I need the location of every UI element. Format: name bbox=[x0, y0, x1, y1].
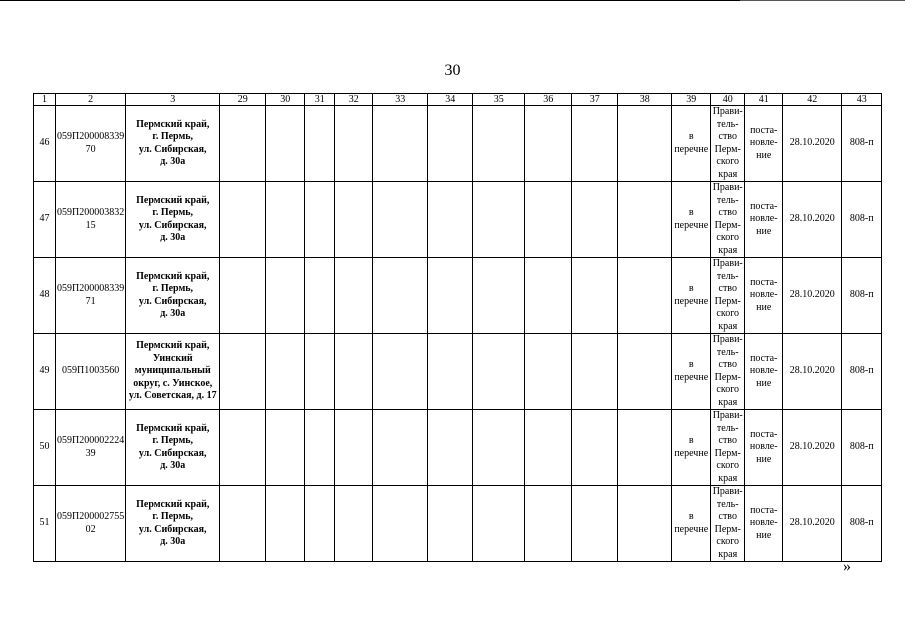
empty-cell bbox=[428, 486, 473, 562]
address-cell: Пермский край, г. Пермь, ул. Сибирская, д. 30а bbox=[126, 106, 220, 182]
document-type-cell: поста- новле- ние bbox=[745, 486, 783, 562]
document-date-cell: 28.10.2020 bbox=[783, 106, 842, 182]
document-type-cell: поста- новле- ние bbox=[745, 106, 783, 182]
empty-cell bbox=[428, 334, 473, 410]
document-date-cell: 28.10.2020 bbox=[783, 334, 842, 410]
column-header: 41 bbox=[745, 94, 783, 106]
empty-cell bbox=[220, 486, 266, 562]
column-header: 36 bbox=[525, 94, 572, 106]
column-header: 32 bbox=[335, 94, 373, 106]
empty-cell bbox=[305, 486, 335, 562]
column-header: 2 bbox=[56, 94, 126, 106]
empty-cell bbox=[473, 334, 525, 410]
inclusion-status-cell: в перечне bbox=[672, 486, 711, 562]
object-code-cell: 059П200008339 70 bbox=[56, 106, 126, 182]
empty-cell bbox=[220, 106, 266, 182]
document-type-cell: поста- новле- ние bbox=[745, 258, 783, 334]
issuing-authority-cell: Прави- тель- ство Перм- ского края bbox=[712, 182, 743, 256]
empty-cell bbox=[305, 334, 335, 410]
row-number-cell: 46 bbox=[34, 106, 56, 182]
closing-quote: » bbox=[843, 558, 851, 575]
empty-cell bbox=[525, 182, 572, 258]
top-rule-faint bbox=[740, 0, 905, 1]
empty-cell bbox=[266, 410, 305, 486]
empty-cell bbox=[473, 182, 525, 258]
empty-cell bbox=[305, 410, 335, 486]
empty-cell bbox=[428, 106, 473, 182]
column-header: 38 bbox=[618, 94, 672, 106]
column-header: 33 bbox=[373, 94, 428, 106]
row-number-cell: 48 bbox=[34, 258, 56, 334]
empty-cell bbox=[335, 334, 373, 410]
empty-cell bbox=[572, 106, 618, 182]
column-header: 40 bbox=[711, 94, 745, 106]
document-number-cell: 808-п bbox=[842, 106, 882, 182]
empty-cell bbox=[266, 258, 305, 334]
empty-cell bbox=[428, 258, 473, 334]
empty-cell bbox=[618, 258, 672, 334]
empty-cell bbox=[618, 182, 672, 258]
table-row bbox=[34, 486, 882, 562]
column-header: 37 bbox=[572, 94, 618, 106]
empty-cell bbox=[525, 486, 572, 562]
empty-cell bbox=[473, 106, 525, 182]
empty-cell bbox=[473, 410, 525, 486]
empty-cell bbox=[373, 486, 428, 562]
empty-cell bbox=[428, 410, 473, 486]
row-number-cell: 51 bbox=[34, 486, 56, 562]
empty-cell bbox=[618, 410, 672, 486]
table-row bbox=[34, 182, 882, 258]
row-number-cell: 50 bbox=[34, 410, 56, 486]
header-row bbox=[34, 94, 882, 106]
object-code-cell: 059П200002224 39 bbox=[56, 410, 126, 486]
empty-cell bbox=[525, 106, 572, 182]
empty-cell bbox=[572, 258, 618, 334]
page-number: 30 bbox=[444, 62, 461, 79]
object-code-cell: 059П1003560 bbox=[56, 334, 126, 410]
empty-cell bbox=[373, 410, 428, 486]
document-date-cell: 28.10.2020 bbox=[783, 182, 842, 258]
empty-cell bbox=[525, 334, 572, 410]
document-number-cell: 808-п bbox=[842, 258, 882, 334]
address-cell: Пермский край, г. Пермь, ул. Сибирская, д. 30а bbox=[126, 182, 220, 258]
empty-cell bbox=[572, 182, 618, 258]
column-header: 30 bbox=[266, 94, 305, 106]
document-type-cell: поста- новле- ние bbox=[745, 182, 783, 258]
empty-cell bbox=[220, 182, 266, 258]
empty-cell bbox=[220, 334, 266, 410]
register-table bbox=[33, 93, 882, 562]
column-header: 43 bbox=[842, 94, 882, 106]
empty-cell bbox=[266, 182, 305, 258]
document-date-cell: 28.10.2020 bbox=[783, 486, 842, 562]
column-header: 31 bbox=[305, 94, 335, 106]
empty-cell bbox=[525, 258, 572, 334]
empty-cell bbox=[618, 334, 672, 410]
empty-cell bbox=[373, 106, 428, 182]
table-row bbox=[34, 258, 882, 334]
empty-cell bbox=[572, 334, 618, 410]
empty-cell bbox=[305, 182, 335, 258]
empty-cell bbox=[618, 486, 672, 562]
inclusion-status-cell: в перечне bbox=[672, 258, 711, 334]
document-date-cell: 28.10.2020 bbox=[783, 258, 842, 334]
empty-cell bbox=[266, 106, 305, 182]
empty-cell bbox=[373, 334, 428, 410]
inclusion-status-cell: в перечне bbox=[672, 182, 711, 258]
object-code-cell: 059П200002755 02 bbox=[56, 486, 126, 562]
column-header: 39 bbox=[672, 94, 711, 106]
empty-cell bbox=[335, 486, 373, 562]
empty-cell bbox=[266, 486, 305, 562]
document-date-cell: 28.10.2020 bbox=[783, 410, 842, 486]
empty-cell bbox=[335, 182, 373, 258]
inclusion-status-cell: в перечне bbox=[672, 106, 711, 182]
empty-cell bbox=[373, 258, 428, 334]
column-header: 42 bbox=[783, 94, 842, 106]
document-type-cell: поста- новле- ние bbox=[745, 334, 783, 410]
document-number-cell: 808-п bbox=[842, 486, 882, 562]
inclusion-status-cell: в перечне bbox=[672, 334, 711, 410]
empty-cell bbox=[220, 410, 266, 486]
table-row bbox=[34, 106, 882, 182]
document-number-cell: 808-п bbox=[842, 182, 882, 258]
empty-cell bbox=[220, 258, 266, 334]
issuing-authority-cell: Прави- тель- ство Перм- ского края bbox=[712, 258, 743, 332]
empty-cell bbox=[266, 334, 305, 410]
column-header: 29 bbox=[220, 94, 266, 106]
column-header: 35 bbox=[473, 94, 525, 106]
top-rule bbox=[0, 0, 740, 1]
table-row bbox=[34, 334, 882, 410]
issuing-authority-cell: Прави- тель- ство Перм- ского края bbox=[712, 334, 743, 408]
document-number-cell: 808-п bbox=[842, 334, 882, 410]
object-code-cell: 059П200003832 15 bbox=[56, 182, 126, 258]
empty-cell bbox=[428, 182, 473, 258]
empty-cell bbox=[473, 486, 525, 562]
inclusion-status-cell: в перечне bbox=[672, 410, 711, 486]
empty-cell bbox=[572, 410, 618, 486]
row-number-cell: 49 bbox=[34, 334, 56, 410]
document-type-cell: поста- новле- ние bbox=[745, 410, 783, 486]
column-header: 3 bbox=[126, 94, 220, 106]
empty-cell bbox=[572, 486, 618, 562]
address-cell: Пермский край, г. Пермь, ул. Сибирская, д. 30а bbox=[126, 258, 220, 334]
address-cell: Пермский край, г. Пермь, ул. Сибирская, д. 30а bbox=[126, 410, 220, 486]
column-header: 1 bbox=[34, 94, 56, 106]
empty-cell bbox=[618, 106, 672, 182]
empty-cell bbox=[305, 258, 335, 334]
table-row bbox=[34, 410, 882, 486]
empty-cell bbox=[335, 106, 373, 182]
empty-cell bbox=[335, 258, 373, 334]
issuing-authority-cell: Прави- тель- ство Перм- ского края bbox=[712, 410, 743, 484]
address-cell: Пермский край, г. Пермь, ул. Сибирская, д. 30а bbox=[126, 486, 220, 562]
address-cell: Пермский край, Уинский муниципальный округ, с. Уинское, ул. Советская, д. 17 bbox=[126, 334, 220, 410]
issuing-authority-cell: Прави- тель- ство Перм- ского края bbox=[712, 486, 743, 560]
empty-cell bbox=[335, 410, 373, 486]
object-code-cell: 059П200008339 71 bbox=[56, 258, 126, 334]
document-number-cell: 808-п bbox=[842, 410, 882, 486]
column-header: 34 bbox=[428, 94, 473, 106]
empty-cell bbox=[525, 410, 572, 486]
empty-cell bbox=[373, 182, 428, 258]
empty-cell bbox=[473, 258, 525, 334]
empty-cell bbox=[305, 106, 335, 182]
issuing-authority-cell: Прави- тель- ство Перм- ского края bbox=[712, 106, 743, 180]
row-number-cell: 47 bbox=[34, 182, 56, 258]
